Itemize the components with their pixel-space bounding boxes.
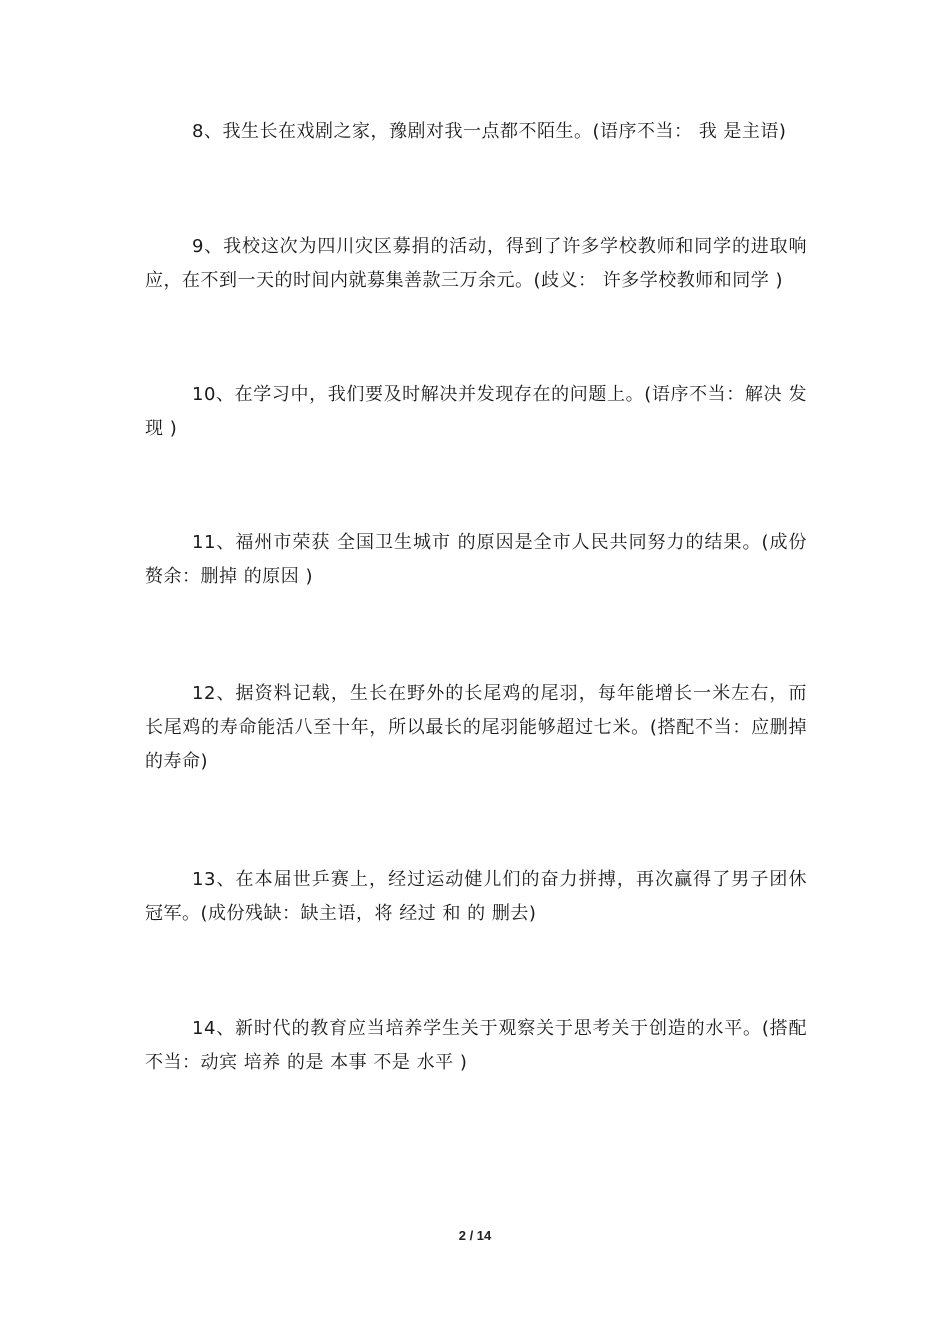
sentence-item-10 (145, 378, 807, 446)
sentence-text: 9、我校这次为四川灾区募捐的活动，得到了许多学校教师和同学的进取响应，在不到一天的时间内就募集善款三万余元。(歧义： 许多学校教师和同学 ) (145, 236, 807, 291)
sentence-item-9 (145, 230, 807, 298)
sentence-text: 13、在本届世乒赛上，经过运动健儿们的奋力拼搏，再次赢得了男子团休冠军。(成份残缺：缺主语，将 经过 和 的 删去) (145, 869, 807, 924)
sentence-text: 10、在学习中，我们要及时解决并发现存在的问题上。(语序不当：解决 发现 ) (145, 384, 807, 439)
sentence-item-8 (145, 115, 807, 149)
sentence-text: 11、福州市荣获 全国卫生城市 的原因是全市人民共同努力的结果。(成份赘余：删掉 的原因 ) (145, 532, 807, 587)
sentence-item-12 (145, 677, 807, 779)
sentence-text: 8、我生长在戏剧之家，豫剧对我一点都不陌生。(语序不当： 我 是主语) (192, 121, 787, 142)
page-number: 2 / 14 (458, 1228, 492, 1243)
sentence-text: 12、据资料记载，生长在野外的长尾鸡的尾羽，每年能增长一米左右，而长尾鸡的寿命能活八至十年，所以最长的尾羽能够超过七米。(搭配不当：应删掉 的寿命) (145, 683, 807, 772)
sentence-item-11 (145, 526, 807, 594)
sentence-item-13 (145, 863, 807, 931)
sentence-item-14 (145, 1012, 807, 1080)
sentence-text: 14、新时代的教育应当培养学生关于观察关于思考关于创造的水平。(搭配不当：动宾 培养 的是 本事 不是 水平 ) (145, 1018, 807, 1073)
